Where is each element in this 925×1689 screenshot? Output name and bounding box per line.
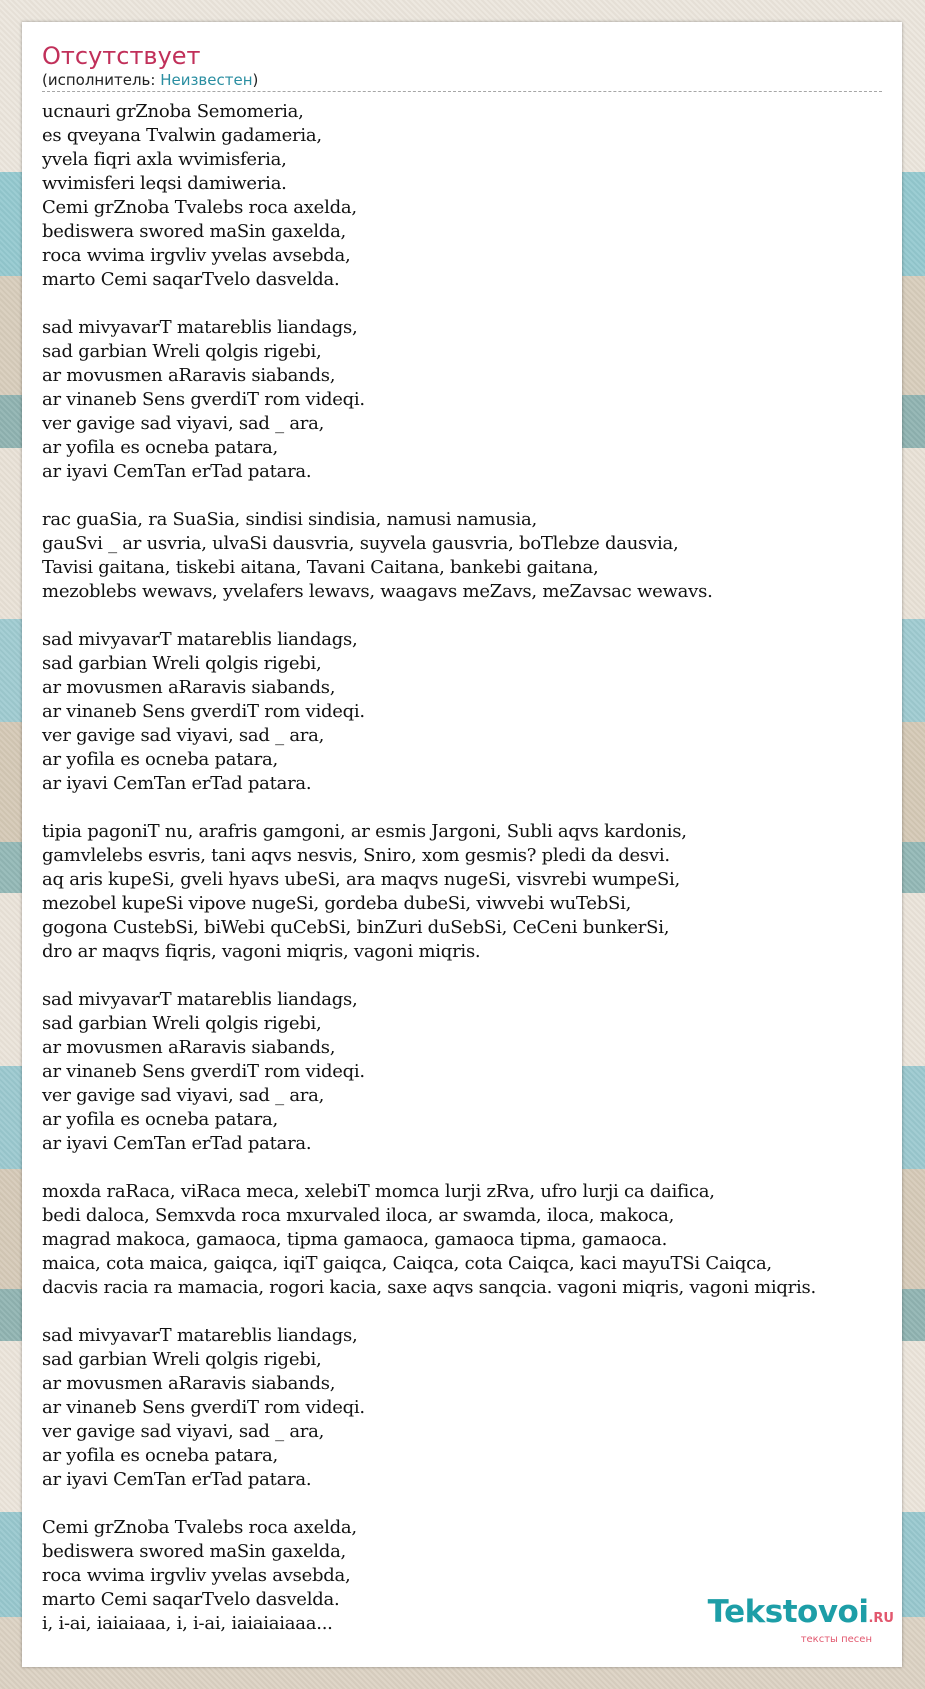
lyrics-stanza (42, 628, 816, 796)
artist-line (42, 71, 258, 89)
lyrics-stanza (42, 1516, 816, 1636)
lyrics-line: ar vinaneb Sens gverdiT rom videqi. (42, 701, 365, 722)
lyrics-line: Cemi grZnoba Tvalebs roca axelda, (42, 1517, 357, 1538)
title-divider (42, 91, 882, 92)
lyrics-line: ver gavige sad viyavi, sad _ ara, (42, 1421, 325, 1442)
lyrics-line: ver gavige sad viyavi, sad _ ara, (42, 413, 325, 434)
lyrics-line: bediswera swored maSin gaxelda, (42, 1541, 347, 1562)
lyrics-line: sad garbian Wreli qolgis rigebi, (42, 341, 322, 362)
lyrics-line: gamvlelebs esvris, tani aqvs nesvis, Sniro, xom gesmis? pledi da desvi. (42, 845, 670, 866)
lyrics-line: sad garbian Wreli qolgis rigebi, (42, 653, 322, 674)
lyrics-line: mezoblebs wewavs, yvelafers lewavs, waagavs meZavs, meZavsac wewavs. (42, 581, 713, 602)
lyrics-line: i, i-ai, iaiaiaaa, i, i-ai, iaiaiaiaaa... (42, 1613, 333, 1634)
lyrics-stanza (42, 316, 816, 484)
lyrics-stanza (42, 100, 816, 292)
lyrics-line: gauSvi _ ar usvria, ulvaSi dausvria, suyvela gausvria, boTlebze dausvia, (42, 533, 679, 554)
logo-tagline: тексты песен (800, 1634, 872, 1645)
lyrics-line: sad garbian Wreli qolgis rigebi, (42, 1013, 322, 1034)
lyrics-line: bediswera swored maSin gaxelda, (42, 221, 347, 242)
lyrics-line: gogona CustebSi, biWebi quCebSi, binZuri duSebSi, CeCeni bunkerSi, (42, 917, 670, 938)
lyrics-line: aq aris kupeSi, gveli hyavs ubeSi, ara maqvs nugeSi, visvrebi wumpeSi, (42, 869, 681, 890)
artist-prefix: (исполнитель: (42, 71, 161, 89)
lyrics-line: es qveyana Tvalwin gadameria, (42, 125, 322, 146)
lyrics-line: mezobel kupeSi vipove nugeSi, gordeba dubeSi, viwvebi wuTebSi, (42, 893, 632, 914)
lyrics-line: ar movusmen aRaravis siabands, (42, 365, 336, 386)
lyrics-card (22, 22, 902, 1667)
lyrics-line: Cemi grZnoba Tvalebs roca axelda, (42, 197, 357, 218)
logo-tld: .RU (868, 1611, 894, 1626)
lyrics-line: marto Cemi saqarTvelo dasvelda. (42, 269, 340, 290)
lyrics-line: sad mivyavarT matareblis liandags, (42, 1325, 358, 1346)
lyrics-stanza (42, 820, 816, 964)
lyrics-line: ver gavige sad viyavi, sad _ ara, (42, 1085, 325, 1106)
lyrics-line: sad garbian Wreli qolgis rigebi, (42, 1349, 322, 1370)
lyrics-line: ar vinaneb Sens gverdiT rom videqi. (42, 1397, 365, 1418)
lyrics-stanza (42, 988, 816, 1156)
lyrics-line: maica, cota maica, gaiqca, iqiT gaiqca, Caiqca, cota Caiqca, kaci mayuTSi Caiqca, (42, 1253, 772, 1274)
lyrics-line: ver gavige sad viyavi, sad _ ara, (42, 725, 325, 746)
lyrics-stanza (42, 1180, 816, 1300)
lyrics-line: ar movusmen aRaravis siabands, (42, 677, 336, 698)
lyrics-line: ar iyavi CemTan erTad patara. (42, 773, 312, 794)
logo-wordmark (707, 1594, 894, 1634)
lyrics-line: dro ar maqvs fiqris, vagoni miqris, vagoni miqris. (42, 941, 481, 962)
lyrics-line: ucnauri grZnoba Semomeria, (42, 101, 304, 122)
lyrics-line: ar vinaneb Sens gverdiT rom videqi. (42, 1061, 365, 1082)
lyrics-line: ar iyavi CemTan erTad patara. (42, 1133, 312, 1154)
lyrics-line: ar vinaneb Sens gverdiT rom videqi. (42, 389, 365, 410)
lyrics-line: bedi daloca, Semxvda roca mxurvaled iloca, ar swamda, iloca, makoca, (42, 1205, 675, 1226)
lyrics-line: ar yofila es ocneba patara, (42, 437, 278, 458)
lyrics-text (42, 100, 816, 1636)
lyrics-line: magrad makoca, gamaoca, tipma gamaoca, gamaoca tipma, gamaoca. (42, 1229, 668, 1250)
lyrics-line: roca wvima irgvliv yvelas avsebda, (42, 1565, 351, 1586)
site-logo[interactable] (707, 1594, 894, 1645)
lyrics-line: sad mivyavarT matareblis liandags, (42, 317, 358, 338)
lyrics-line: Tavisi gaitana, tiskebi aitana, Tavani Caitana, bankebi gaitana, (42, 557, 599, 578)
lyrics-line: ar iyavi CemTan erTad patara. (42, 1469, 312, 1490)
logo-name: Tekstovoi (707, 1594, 869, 1630)
lyrics-stanza (42, 508, 816, 604)
lyrics-line: tipia pagoniT nu, arafris gamgoni, ar esmis Jargoni, Subli aqvs kardonis, (42, 821, 687, 842)
lyrics-line: ar movusmen aRaravis siabands, (42, 1373, 336, 1394)
lyrics-line: yvela fiqri axla wvimisferia, (42, 149, 287, 170)
lyrics-line: ar movusmen aRaravis siabands, (42, 1037, 336, 1058)
lyrics-line: sad mivyavarT matareblis liandags, (42, 989, 358, 1010)
artist-suffix: ) (252, 71, 259, 89)
lyrics-line: wvimisferi leqsi damiweria. (42, 173, 287, 194)
lyrics-stanza (42, 1324, 816, 1492)
artist-link[interactable]: Неизвестен (160, 71, 253, 89)
lyrics-line: ar yofila es ocneba patara, (42, 1445, 278, 1466)
lyrics-line: dacvis racia ra mamacia, rogori kacia, saxe aqvs sanqcia. vagoni miqris, vagoni miqris. (42, 1277, 816, 1298)
song-title: Отсутствует (42, 42, 201, 70)
lyrics-line: marto Cemi saqarTvelo dasvelda. (42, 1589, 340, 1610)
lyrics-line: moxda raRaca, viRaca meca, xelebiT momca lurji zRva, ufro lurji ca daifica, (42, 1181, 715, 1202)
lyrics-line: ar yofila es ocneba patara, (42, 1109, 278, 1130)
lyrics-line: sad mivyavarT matareblis liandags, (42, 629, 358, 650)
lyrics-line: roca wvima irgvliv yvelas avsebda, (42, 245, 351, 266)
lyrics-line: rac guaSia, ra SuaSia, sindisi sindisia, namusi namusia, (42, 509, 537, 530)
lyrics-line: ar yofila es ocneba patara, (42, 749, 278, 770)
lyrics-line: ar iyavi CemTan erTad patara. (42, 461, 312, 482)
